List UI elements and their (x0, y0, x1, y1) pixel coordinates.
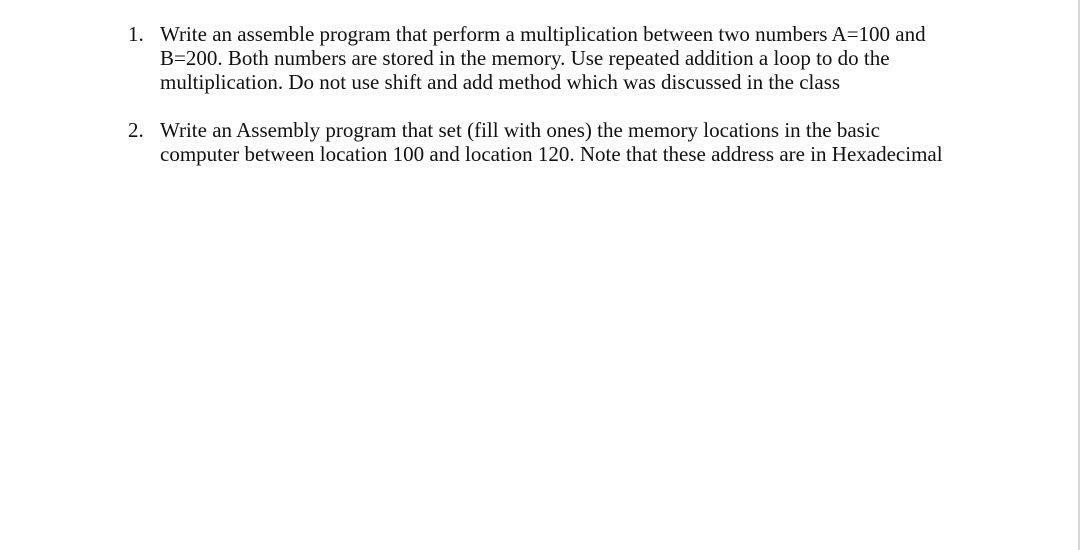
question-line: computer between location 100 and location 120. Note that these address are in Hexadecimal (160, 142, 943, 166)
question-list (128, 22, 1008, 166)
question-item-1 (128, 22, 1008, 94)
question-item-2 (128, 118, 1008, 166)
question-line: B=200. Both numbers are stored in the memory. Use repeated addition a loop to do the (160, 46, 890, 70)
question-number: 2. (128, 118, 144, 142)
question-text (160, 22, 1008, 94)
question-line: multiplication. Do not use shift and add method which was discussed in the class (160, 70, 841, 94)
question-text (160, 118, 1008, 166)
question-line: Write an assemble program that perform a multiplication between two numbers A=100 and (160, 22, 926, 46)
question-number: 1. (128, 22, 144, 46)
question-line: Write an Assembly program that set (fill with ones) the memory locations in the basic (160, 118, 880, 142)
